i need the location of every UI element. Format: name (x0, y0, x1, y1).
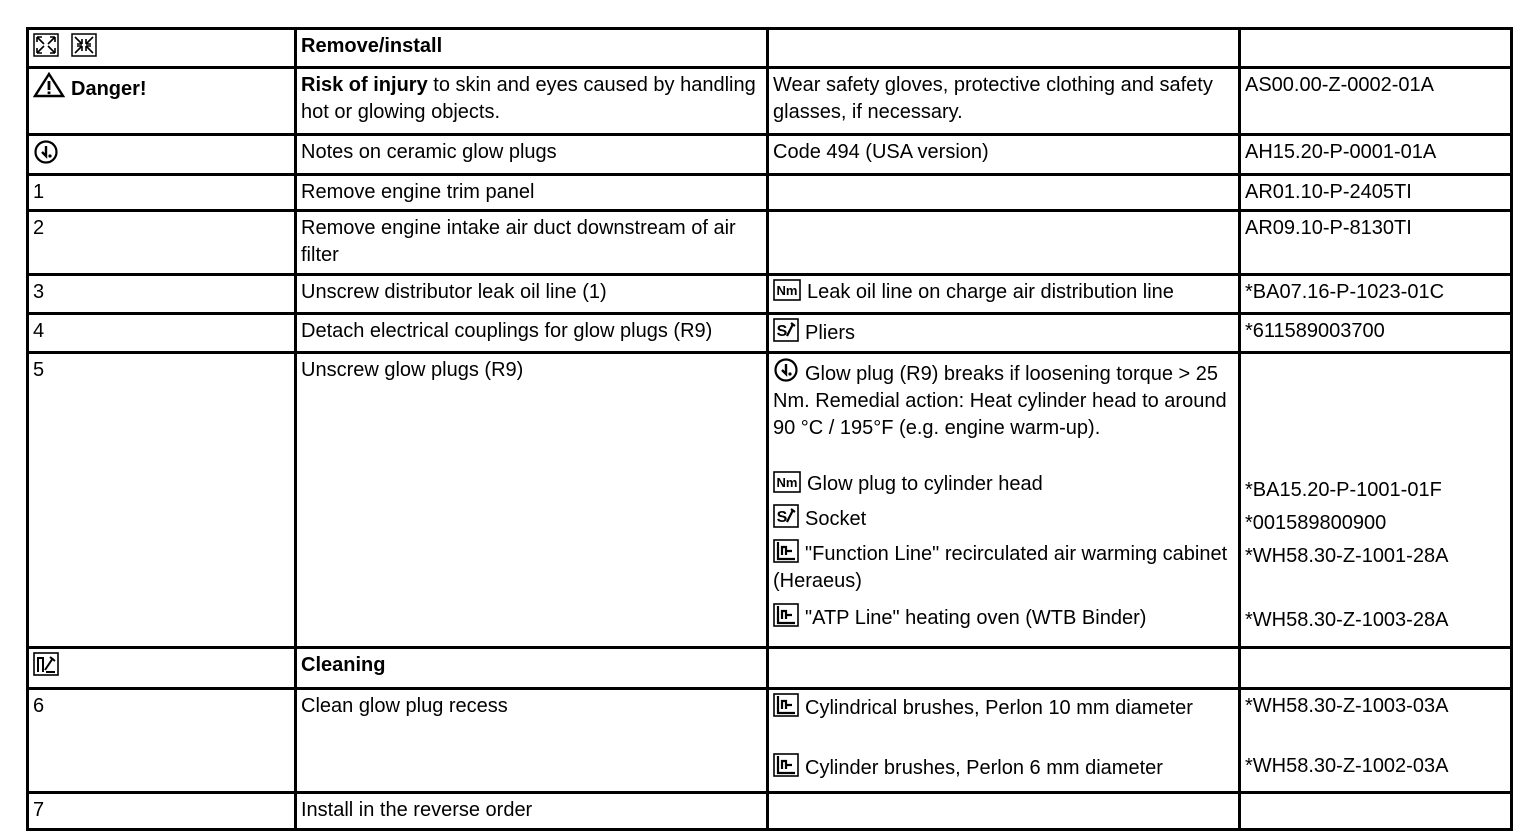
step-text: Unscrew glow plugs (R9) (296, 353, 768, 648)
step-number: 1 (28, 175, 296, 211)
step-number: 2 (28, 211, 296, 275)
step-text: Remove engine trim panel (296, 175, 768, 211)
cleaning-icon (33, 652, 59, 676)
special-tool-icon (773, 504, 799, 528)
table-row (28, 29, 1512, 68)
equipment-name: "ATP Line" heating oven (WTB Binder) (805, 607, 1147, 629)
table-row (28, 314, 1512, 353)
torque-nm-icon (773, 279, 801, 301)
svg-text:S: S (776, 323, 788, 340)
step-number: 4 (28, 314, 296, 353)
step-number: 6 (28, 689, 296, 793)
special-tool-icon (773, 318, 799, 342)
reference-link[interactable]: *WH58.30-Z-1003-03A (1245, 695, 1449, 717)
reference-link[interactable]: AS00.00-Z-0002-01A (1240, 68, 1512, 135)
remove-icon (33, 33, 59, 57)
safety-measure: Wear safety gloves, protective clothing and safety glasses, if necessary. (768, 68, 1240, 135)
table-row (28, 68, 1512, 135)
warning-triangle-icon (33, 72, 65, 98)
workshop-equipment-icon (773, 603, 799, 627)
workshop-equipment-icon (773, 753, 799, 777)
reference-link[interactable]: AR09.10-P-8130TI (1240, 211, 1512, 275)
table-row (28, 793, 1512, 830)
svg-text:S: S (776, 509, 788, 526)
procedure-table (26, 27, 1513, 831)
reference-link[interactable]: AH15.20-P-0001-01A (1240, 135, 1512, 175)
torque-spec: Glow plug to cylinder head (807, 473, 1043, 495)
section-title: Remove/install (296, 29, 768, 68)
torque-nm-icon (773, 471, 801, 493)
reference-link[interactable]: AR01.10-P-2405TI (1240, 175, 1512, 211)
step-text: Install in the reverse order (296, 793, 768, 830)
reference-link[interactable]: *BA07.16-P-1023-01C (1240, 275, 1512, 314)
risk-text: Risk of injury to skin and eyes caused by handling hot or glowing objects. (296, 68, 768, 135)
step-text: Detach electrical couplings for glow plugs (R9) (296, 314, 768, 353)
table-row (28, 353, 1512, 648)
tool-name: Socket (805, 508, 867, 530)
reference-link[interactable]: *BA15.20-P-1001-01F (1245, 479, 1442, 501)
table-row (28, 211, 1512, 275)
section-title: Cleaning (296, 648, 768, 689)
danger-cell (28, 68, 296, 135)
reference-link[interactable]: *611589003700 (1240, 314, 1512, 353)
warning-note: Glow plug (R9) breaks if loosening torque > 25 Nm. Remedial action: Heat cylinder head to around 90 °C / 195°F (e.g. engine warm-up). (773, 357, 1234, 465)
torque-spec: Leak oil line on charge air distribution line (807, 281, 1174, 303)
table-row (28, 175, 1512, 211)
svg-text:Nm: Nm (776, 283, 798, 298)
step-number: 7 (28, 793, 296, 830)
operation-icons-cell (28, 29, 296, 68)
reference-link[interactable]: *WH58.30-Z-1002-03A (1245, 755, 1449, 777)
reference-link[interactable]: *WH58.30-Z-1003-28A (1245, 609, 1449, 631)
workshop-equipment-icon (773, 539, 799, 563)
svg-text:Nm: Nm (776, 475, 798, 490)
install-icon (71, 33, 97, 57)
equipment-name: Cylinder brushes, Perlon 6 mm diameter (805, 757, 1163, 779)
equipment-name: Cylindrical brushes, Perlon 10 mm diameter (805, 697, 1193, 719)
table-row (28, 135, 1512, 175)
table-row (28, 648, 1512, 689)
reference-link[interactable]: *001589800900 (1245, 512, 1387, 534)
step-number: 3 (28, 275, 296, 314)
table-row (28, 689, 1512, 793)
workshop-equipment-icon (773, 693, 799, 717)
step-text: Remove engine intake air duct downstream of air filter (296, 211, 768, 275)
step-number: 5 (28, 353, 296, 648)
reference-link[interactable]: *WH58.30-Z-1001-28A (1245, 545, 1449, 567)
note-text: Notes on ceramic glow plugs (296, 135, 768, 175)
note-info: Code 494 (USA version) (768, 135, 1240, 175)
step-text: Clean glow plug recess (296, 689, 768, 793)
tool-name: Pliers (805, 322, 856, 344)
table-row (28, 275, 1512, 314)
danger-label: Danger! (71, 78, 147, 100)
equipment-name: "Function Line" recirculated air warming cabinet (Heraeus) (773, 543, 1228, 592)
note-circle-icon (33, 139, 59, 165)
step-text: Unscrew distributor leak oil line (1) (296, 275, 768, 314)
note-circle-icon (773, 357, 799, 383)
